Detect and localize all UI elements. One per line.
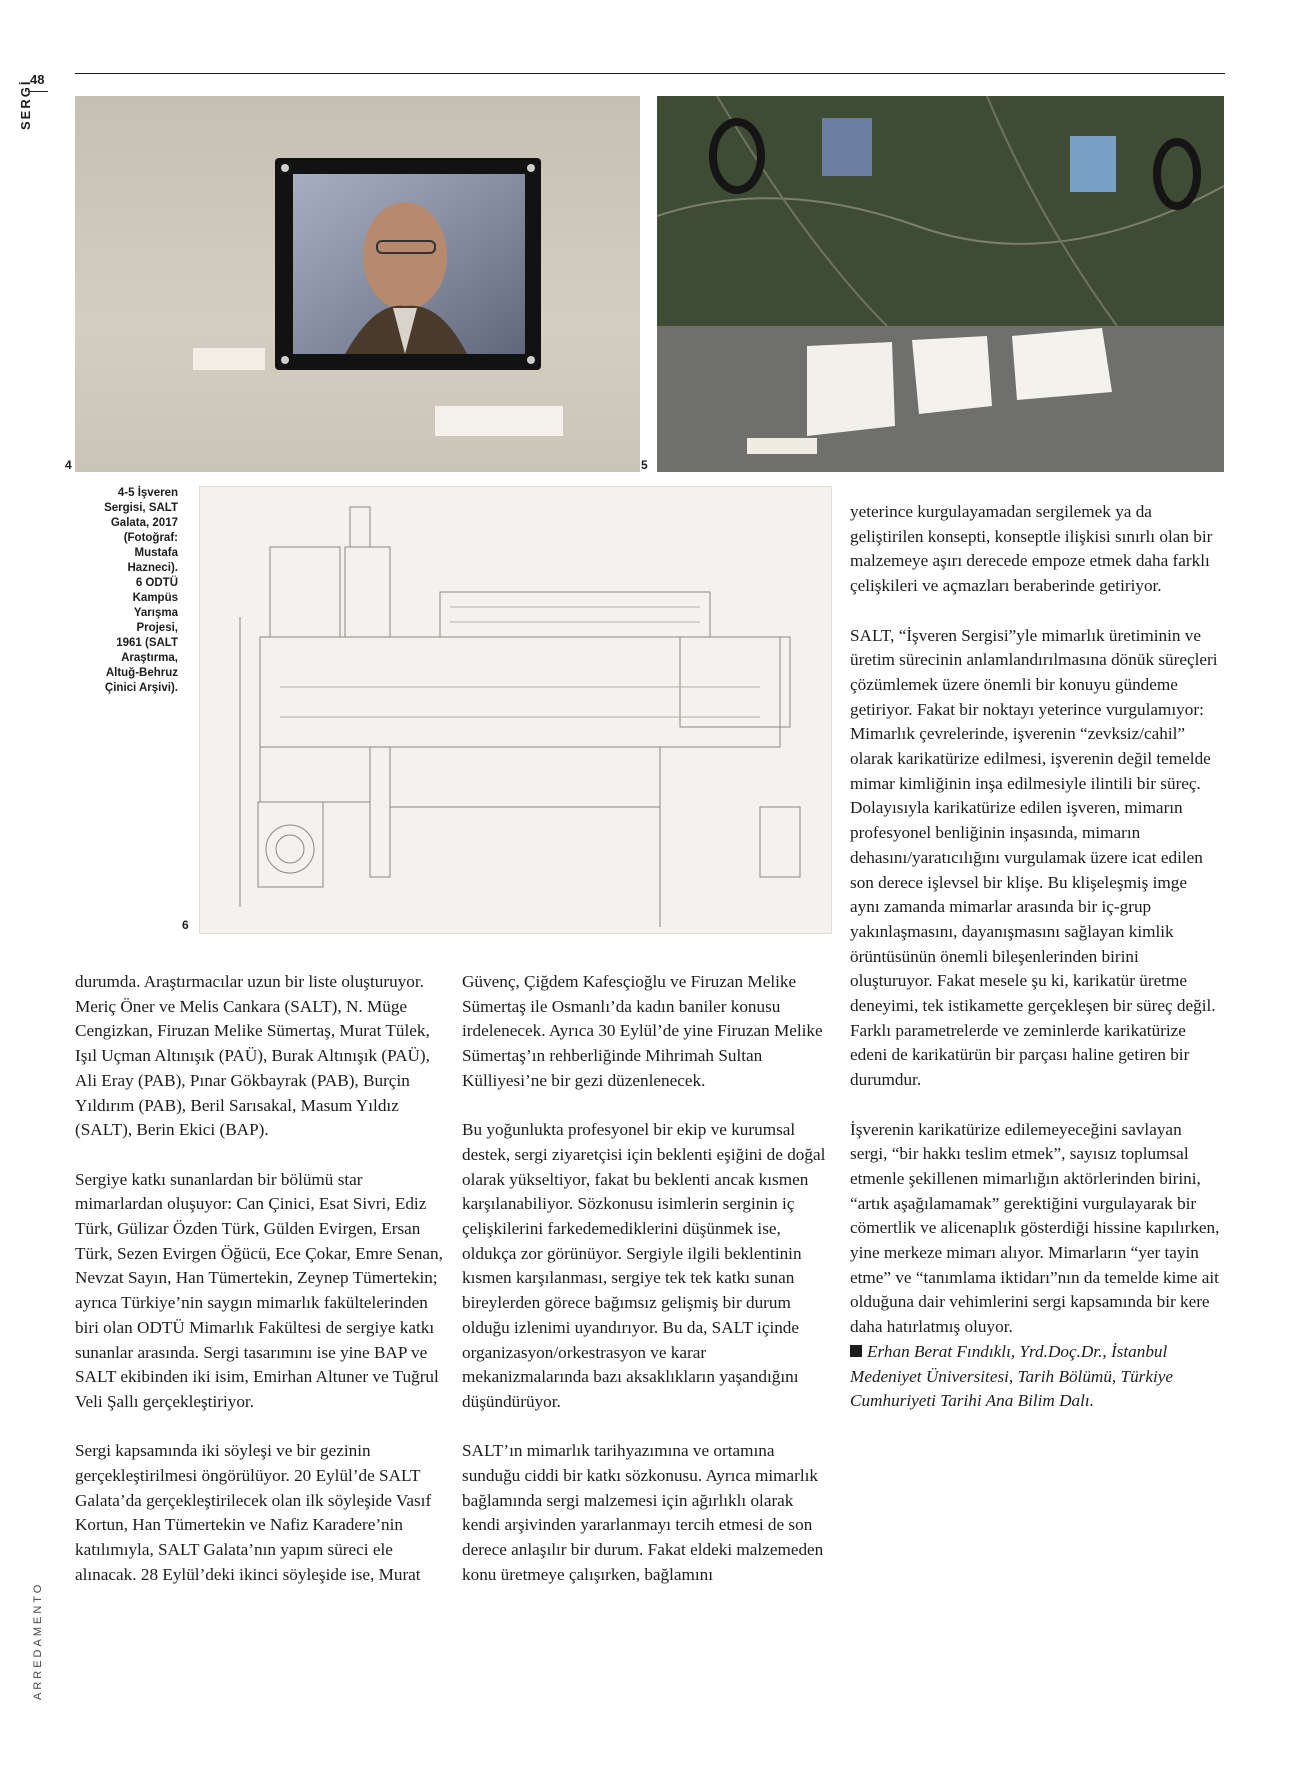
mount-bolt: [281, 164, 289, 172]
photo-display-case: [657, 96, 1224, 472]
portrait-face: [363, 202, 447, 310]
plan-block: [440, 592, 710, 637]
wall-label: [193, 348, 265, 370]
caption-line: Çinici Arşivi).: [104, 682, 178, 694]
paragraph: SALT’ın mimarlık tarihyazımına ve ortamına sunduğu ciddi bir katkı sözkonusu. Ayrıca mimarlık bağlamında sergi malzemesi için ağırlıklı olarak kendi arşivinden yararlanmayı tercih etmesi de son derece anlaşılır bir durum. Fakat eldeki malzemeden konu üretmeye çalışırken, bağlamını: [462, 1441, 824, 1584]
paragraph: Bu yoğunlukta profesyonel bir ekip ve kurumsal destek, sergi ziyaretçisi için beklenti eşiğini de doğal olarak yükseltiyor, fakat bu beklenti ancak kısmen karşılanabiliyor. Sözkonusu isimlerin serginin iç çelişkilerini farkedemediklerini düşünmek ise, oldukça zor görünüyor. Sergiyle ilgili beklentinin kısmen karşılanması, sergiye tek tek katkı sunan bireylerden görece bağımsız gelişmiş bir durum olduğu izlenimi uyandırıyor. Bu da, SALT içinde organizasyon/orkestrasyon ve karar mekanizmalarında bazı aksaklıkların yaşandığını düşündürüyor.: [462, 1120, 826, 1411]
author-signature: [850, 1340, 1220, 1414]
caption-line: Sergisi, SALT: [104, 502, 178, 514]
auditorium-stage: [276, 835, 304, 863]
mount-bolt: [281, 356, 289, 364]
page-number: 48: [30, 72, 45, 87]
photo-interview-screen: [75, 96, 640, 472]
figure-number-4: 4: [65, 458, 72, 472]
mount-bolt: [527, 164, 535, 172]
signature-text: Erhan Berat Fındıklı, Yrd.Doç.Dr., İstanbul Medeniyet Üniversitesi, Tarih Bölümü, Türkiye Cumhuriyeti Tarihi Ana Bilim Dalı.: [850, 1341, 1174, 1411]
plan-block: [760, 807, 800, 877]
sketch-paper: [807, 342, 895, 436]
caption-line: Mustafa: [134, 547, 178, 559]
plan-corridor: [370, 747, 390, 877]
paragraph: Güvenç, Çiğdem Kafesçioğlu ve Firuzan Melike Sümertaş ile Osmanlı’da kadın baniler konusu irdelenecek. Ayrıca 30 Eylül’de yine Firuzan Melike Sümertaş’ın rehberliğinde Mihrimah Sultan Külliyesi’ne bir gezi düzenlenecek.: [462, 972, 823, 1090]
plan-block: [680, 637, 790, 727]
caption-line: Hazneci).: [127, 562, 178, 574]
caption-line: Projesi,: [136, 622, 178, 634]
caption-line: (Fotoğraf:: [123, 532, 178, 544]
caption-line: 1961 (SALT: [116, 637, 178, 649]
magazine-name: ARREDAMENTO: [32, 1581, 44, 1700]
sketch-paper: [912, 336, 992, 414]
mount-bolt: [527, 356, 535, 364]
aerial-map: [657, 96, 1224, 326]
paragraph: İşverenin karikatürize edilemeyeceğini savlayan sergi, “bir hakkı teslim etmek”, sayısız toplumsal etmenle şekillenen mimarlığın aktörlerinden birini, “artık aşağılamamak” gerektiğini vurgulayarak bir cömertlik ve alicenaplık gösterdiği hissine kapılırken, yine merkeze mimarı alıyor. Mimarların “yer tayin etme” ve “tanımlama iktidarı”nın da temelde kime ait olduğuna dair vehimlerini sergi kapsamında bir kere daha hatırlatmış oluyor.: [850, 1119, 1220, 1337]
caption-line: Galata, 2017: [110, 517, 178, 529]
plan-illustration: [200, 487, 831, 933]
caption-line: Araştırma,: [121, 652, 178, 664]
architectural-plan-drawing: [199, 486, 832, 934]
text-column-2: [462, 970, 832, 1588]
plan-main-wing: [260, 637, 780, 747]
plan-block: [350, 507, 370, 547]
end-mark-icon: [850, 1345, 862, 1357]
paragraph: durumda. Araştırmacılar uzun bir liste oluşturuyor. Meriç Öner ve Melis Cankara (SALT), N. Müge Cengizkan, Firuzan Melike Sümertaş, Murat Tülek, Işıl Uçman Altınışık (PAÜ), Burak Altınışık (PAÜ), Ali Eray (PAB), Pınar Gökbayrak (PAB), Burçin Yıldırım (PAB), Beril Sarısakal, Masum Yıldız (SALT), Berin Ekici (BAP).: [75, 972, 430, 1140]
caption-line: 6 ODTÜ: [135, 577, 178, 589]
caption-line: 4-5 İşveren: [117, 487, 178, 499]
paragraph: yeterince kurgulayamadan sergilemek ya da geliştirilen konsepti, konseptle ilişkisi sınırlı olan bir malzemeye aşırı derecede empoze etmek daha farklı çelişkileri ve açmazları beraberinde getiriyor.: [850, 502, 1213, 596]
paragraph: SALT, “İşveren Sergisi”yle mimarlık üretiminin ve üretim sürecinin anlamlandırılmasına dönük süreçleri çözümlemek üzere önemli bir konuyu gündeme getiriyor. Fakat bir noktayı yeterince vurgulamıyor: Mimarlık çevrelerinde, işverenin “zevksiz/cahil” olarak karikatürize edilmesi, işverenin değil temelde mimar kimliğinin inşa edilmesiyle ilintili bir süreç. Dolayısıyla karikatürize edilen işveren, mimarın profesyonel benliğinin inşasında, mimarın dehasını/yaratıcılığını vurgulamak üzere icat edilen son derece işlevsel bir klişe. Bu klişeleşmiş imge aynı zamanda mimarlar arasında bir iç-grup yakınlaşmasını, dayanışmasını sağlayan kimlik örüntüsünün önemli bileşenlerinden birini oluşturuyor. Fakat mesele şu ki, karikatür üretme deneyimi, tek istikamette gerçekleşen bir süreç değil. Farklı parametrelerde ve zeminlerde karikatürize edeni de karikatürün bir parçası haline getiren bir durumdur.: [850, 625, 1218, 1090]
caption-line: Altuğ-Behruz: [105, 667, 178, 679]
sketch-paper: [1012, 328, 1112, 400]
paragraph: Sergi kapsamında iki söyleşi ve bir gezinin gerçekleştirilmesi öngörülüyor. 20 Eylül’de SALT Galata’da gerçekleştirilecek olan ilk söyleşide Vasıf Kortun, Han Tümertekin ve Nafiz Karadere’nin katılımıyla, SALT Galata’nın yapım süreci ele alınacak. 28 Eylül’deki ikinci söyleşide ise, Murat: [75, 1441, 432, 1584]
figure-number-6: 6: [182, 918, 189, 932]
wall-label: [435, 406, 563, 436]
header-rule: [75, 73, 1225, 74]
caption-line: Yarışma: [133, 607, 178, 619]
plan-block: [270, 547, 340, 637]
portrait-photo: [1070, 136, 1116, 192]
figure-caption: [92, 486, 178, 696]
auditorium-seating: [266, 825, 314, 873]
interview-screen-illustration: [75, 96, 640, 472]
text-column-1: [75, 970, 445, 1588]
caption-line: Kampüs: [132, 592, 178, 604]
portrait-photo: [822, 118, 872, 176]
section-label: SERGİ: [18, 79, 33, 130]
plan-block: [345, 547, 390, 637]
display-case-illustration: [657, 96, 1224, 472]
paragraph: Sergiye katkı sunanlardan bir bölümü star mimarlardan oluşuyor: Can Çinici, Esat Sivri, Ediz Türk, Gülizar Özden Türk, Gülden Evirgen, Ersan Türk, Sezen Evirgen Öğücü, Ece Çokar, Emre Senan, Nevzat Sayın, Han Tümertekin, Zeynep Tümertekin; ayrıca Türkiye’nin saygın mimarlık fakültelerinden biri olan ODTÜ Mimarlık Fakültesi de sergiye katkı sunanlar arasında. Sergi tasarımını ise yine BAP ve SALT ekibinden iki isim, Emirhan Altuner ve Tuğrul Veli Şallı gerçekleştiriyor.: [75, 1169, 443, 1411]
figure-number-5: 5: [641, 458, 648, 472]
plan-block: [260, 747, 370, 802]
case-label: [747, 438, 817, 454]
text-column-3: [850, 500, 1220, 1414]
